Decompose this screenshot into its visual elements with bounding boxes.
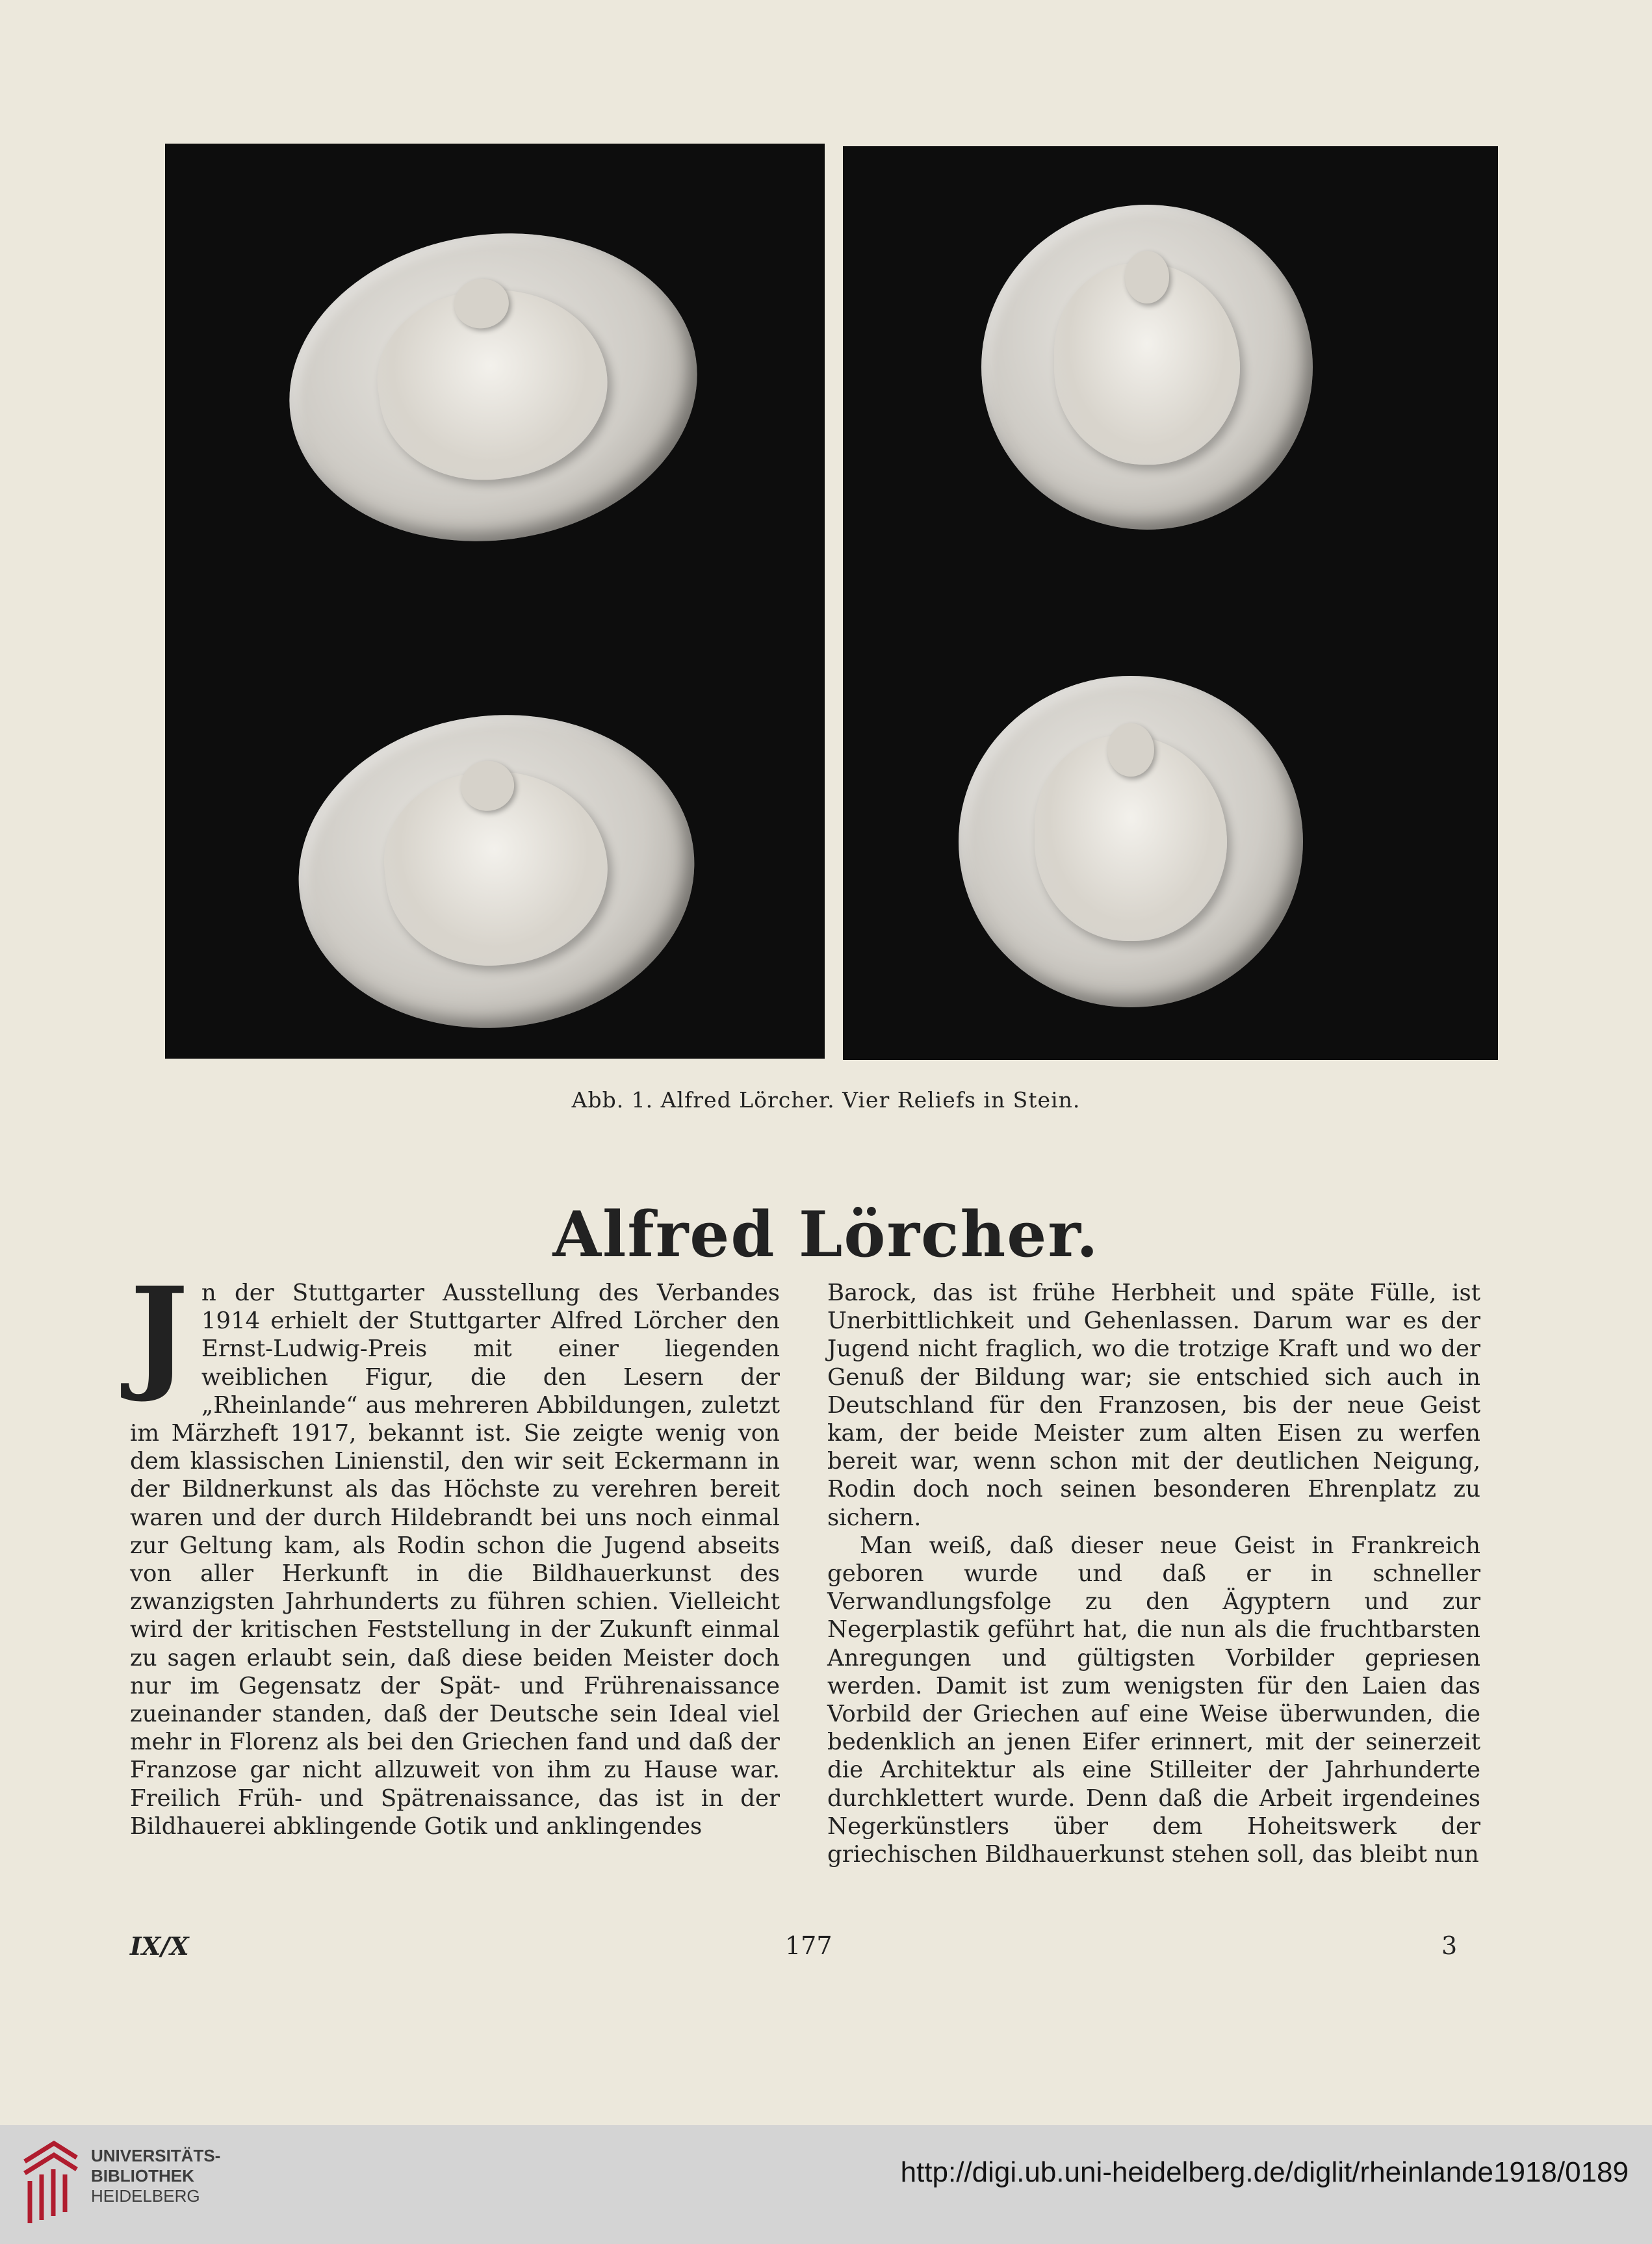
issue-number: IX/X	[130, 1931, 189, 1961]
photo-plate-right	[843, 146, 1498, 1060]
paragraph-text: n der Stuttgarter Ausstellung des Verbandes 1914 erhielt der Stuttgarter Alfred Lörcher den Ernst-Ludwig-Preis mit einer liegenden weiblichen Figur, die den Lesern der „Rheinlande“ aus mehreren Abbildungen, zuletzt im Märzheft 1917, bekannt ist. Sie zeigte wenig von dem klassischen Linienstil, den wir seit Eckermann in der Bildnerkunst als das Höchste zu verehren bereit waren und der durch Hildebrandt bei uns noch einmal zur Geltung kam, als Rodin schon die Jugend abseits von aller Herkunft in die Bildhauerkunst des zwanzigsten Jahrhunderts zu führen schien. Vielleicht wird der kritischen Feststellung in der Zukunft einmal zu sagen erlaubt sein, daß diese beiden Meister doch nur im Gegensatz der Spät- und Frührenaissance zueinander standen, daß der Deutsche sein Ideal viel mehr in Florenz als bei den Griechen fand und daß der Franzose gar nicht allzuweit von ihm zu Hause war. Freilich Früh- und Spätrenaissance, das ist in der Bildhauerei abklingende Gotik und anklingendes	[130, 1280, 780, 1840]
stone-relief-image	[959, 676, 1303, 1007]
library-name	[91, 2146, 220, 2206]
text-column-left	[130, 1260, 780, 1840]
university-library-logo-icon[interactable]	[18, 2135, 81, 2233]
library-name-line: BIBLIOTHEK	[91, 2166, 194, 2186]
paragraph	[130, 1260, 780, 1840]
stone-relief-image	[283, 695, 710, 1047]
article-title: Alfred Lörcher.	[552, 1198, 1100, 1271]
signature-mark: 3	[1441, 1931, 1458, 1960]
source-url-link[interactable]: http://digi.ub.uni-heidelberg.de/diglit/rheinlande1918/0189	[900, 2156, 1629, 2188]
photo-plate-left	[165, 144, 825, 1059]
stone-relief-image	[981, 205, 1313, 530]
page-number: 177	[785, 1931, 832, 1960]
text-column-right	[827, 1279, 1480, 1868]
drop-cap: J	[130, 1260, 188, 1405]
figure-caption: Abb. 1. Alfred Lörcher. Vier Reliefs in Stein.	[571, 1087, 1081, 1113]
library-name-line: UNIVERSITÄTS-	[91, 2146, 221, 2165]
paragraph: Barock, das ist frühe Herbheit und späte Fülle, ist Unerbittlichkeit und Gehenlassen. Darum war es der Jugend nicht fraglich, wo die trotzige Kraft und wo der Genuß der Bildung war; sie entschied sich auch in Deutschland für den Franzosen, bis der neue Geist kam, der beide Meister zum alten Eisen zu werfen bereit war, wenn schon mit der deutlichen Neigung, Rodin doch noch seinen besonderen Ehrenplatz zu sichern.	[827, 1280, 1480, 1531]
paragraph: Man weiß, daß dieser neue Geist in Frankreich geboren wurde und daß er in schneller Verwandlungsfolge zu den Ägyptern und zur Negerplastik geführt hat, die nun als die fruchtbarsten Anregungen und gültigsten Vorbilder gepriesen werden. Damit ist zum wenigsten für den Laien das Vorbild der Griechen auf eine Weise überwunden, die bedenklich an jenen Eifer erinnert, mit der seinerzeit die Architektur als eine Stilleiter der Jahrhunderte durchklettert wurde. Denn daß die Arbeit irgendeines Negerkünstlers über dem Hoheitswerk der griechischen Bildhauerkunst stehen soll, das bleibt nun	[827, 1532, 1480, 1868]
library-name-line: HEIDELBERG	[91, 2186, 200, 2206]
stone-relief-image	[269, 207, 717, 567]
